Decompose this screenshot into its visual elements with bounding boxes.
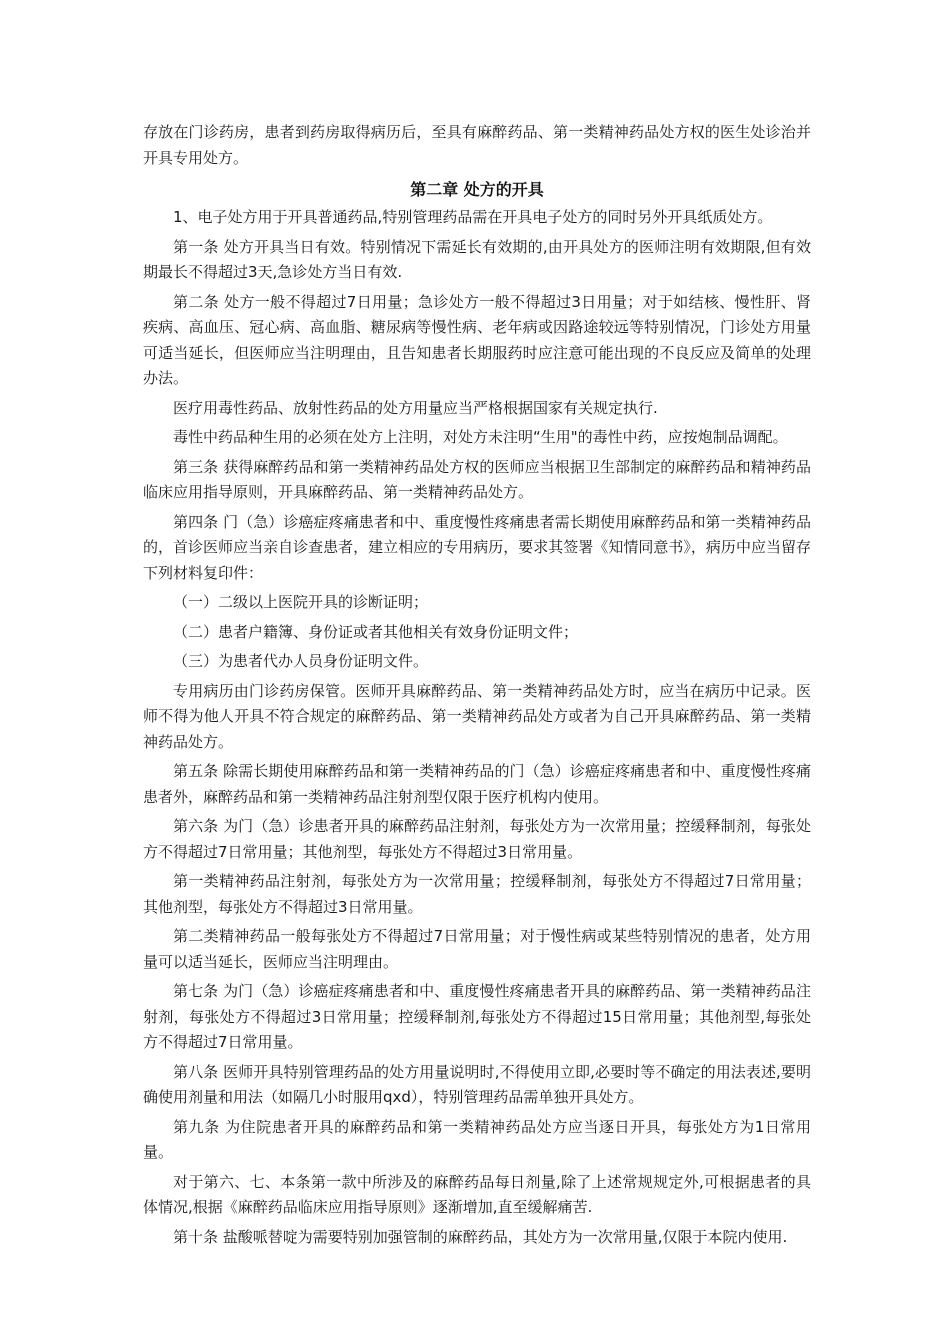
paragraph-e-prescription: 1、电子处方用于开具普通药品,特别管理药品需在开具电子处方的同时另外开具纸质处方。: [173, 208, 773, 226]
paragraph-article-10: 第十条 盐酸哌替啶为需要特别加强管制的麻醉药品，其处方为一次常用量,仅限于本院内使用.: [173, 1227, 788, 1246]
paragraph-article-9: 第九条 为住院患者开具的麻醉药品和第一类精神药品处方应当逐日开具，每张处方为1日常用量。: [143, 1117, 811, 1161]
paragraph-toxic-herbal: 毒性中药品种生用的必须在处方上注明，对处方未注明“生用"的毒性中药，应按炮制品调配。: [173, 428, 788, 446]
paragraph-article-7: 第七条 为门（急）诊癌症疼痛患者和中、重度慢性疼痛患者开具的麻醉药品、第一类精神药品注射剂，每张处方不得超过3日常用量；控缓释制剂,每张处方不得超过15日常用量；其他剂型,每张处方不得超过7日常用量。: [143, 982, 811, 1051]
paragraph-class-2-psychotropic: 第二类精神药品一般每张处方不得超过7日常用量；对于慢性病或某些特别情况的患者，处方用量可以适当延长，医师应当注明理由。: [143, 927, 811, 971]
paragraph-toxic-radioactive: 医疗用毒性药品、放射性药品的处方用量应当严格根据国家有关规定执行.: [173, 398, 658, 417]
paragraph-article-8: 第八条 医师开具特别管理药品的处方用量说明时,不得使用立即,必要时等不确定的用法表述,要明确使用剂量和用法（如隔几小时服用qxd），特别管理药品需单独开具处方。: [143, 1062, 811, 1106]
list-item-1: （一）二级以上医院开具的诊断证明；: [173, 593, 429, 611]
paragraph-article-3: 第三条 获得麻醉药品和第一类精神药品处方权的医师应当根据卫生部制定的麻醉药品和精神药品临床应用指导原则，开具麻醉药品、第一类精神药品处方。: [143, 457, 811, 501]
chapter-title: 第二章 处方的开具: [410, 180, 544, 199]
document-page: [143, 120, 811, 1250]
paragraph-continuation: 存放在门诊药房，患者到药房取得病历后，至具有麻醉药品、第一类精神药品处方权的医生处诊治并开具专用处方。: [143, 123, 811, 167]
paragraph-special-records: 专用病历由门诊药房保管。医师开具麻醉药品、第一类精神药品处方时，应当在病历中记录。医师不得为他人开具不符合规定的麻醉药品、第一类精神药品处方或者为自己开具麻醉药品、第一类精神药品处方。: [143, 681, 811, 751]
paragraph-article-5: 第五条 除需长期使用麻醉药品和第一类精神药品的门（急）诊癌症疼痛患者和中、重度慢性疼痛患者外，麻醉药品和第一类精神药品注射剂型仅限于医疗机构内使用。: [143, 762, 811, 806]
paragraph-daily-dose: 对于第六、七、本条第一款中所涉及的麻醉药品每日剂量,除了上述常规规定外,可根据患者的具体情况,根据《麻醉药品临床应用指导原则》逐渐增加,直至缓解痛苦.: [143, 1172, 811, 1216]
paragraph-article-2: 第二条 处方一般不得超过7日用量；急诊处方一般不得超过3日用量；对于如结核、慢性肝、肾疾病、高血压、冠心病、高血脂、糖尿病等慢性病、老年病或因路途较远等特别情况，门诊处方用量可适当延长，但医师应当注明理由，且告知患者长期服药时应注意可能出现的不良反应及简单的处理办法。: [143, 292, 811, 387]
paragraph-article-4: 第四条 门（急）诊癌症疼痛患者和中、重度慢性疼痛患者需长期使用麻醉药品和第一类精神药品的，首诊医师应当亲自诊查患者，建立相应的专用病历，要求其签署《知情同意书》，病历中应当留存下列材料复印件：: [143, 512, 811, 582]
paragraph-article-1: 第一条 处方开具当日有效。特别情况下需延长有效期的,由开具处方的医师注明有效期限,但有效期最长不得超过3天,急诊处方当日有效.: [143, 237, 811, 281]
paragraph-article-6: 第六条 为门（急）诊患者开具的麻醉药品注射剂，每张处方为一次常用量；控缓释制剂，每张处方不得超过7日常用量；其他剂型，每张处方不得超过3日常用量。: [143, 817, 811, 861]
paragraph-class-1-psychotropic: 第一类精神药品注射剂，每张处方为一次常用量；控缓释制剂，每张处方不得超过7日常用量；其他剂型，每张处方不得超过3日常用量。: [143, 872, 811, 916]
list-item-2: （二）患者户籍簿、身份证或者其他相关有效身份证明文件；: [173, 622, 579, 641]
list-item-3: （三）为患者代办人员身份证明文件。: [173, 652, 429, 670]
